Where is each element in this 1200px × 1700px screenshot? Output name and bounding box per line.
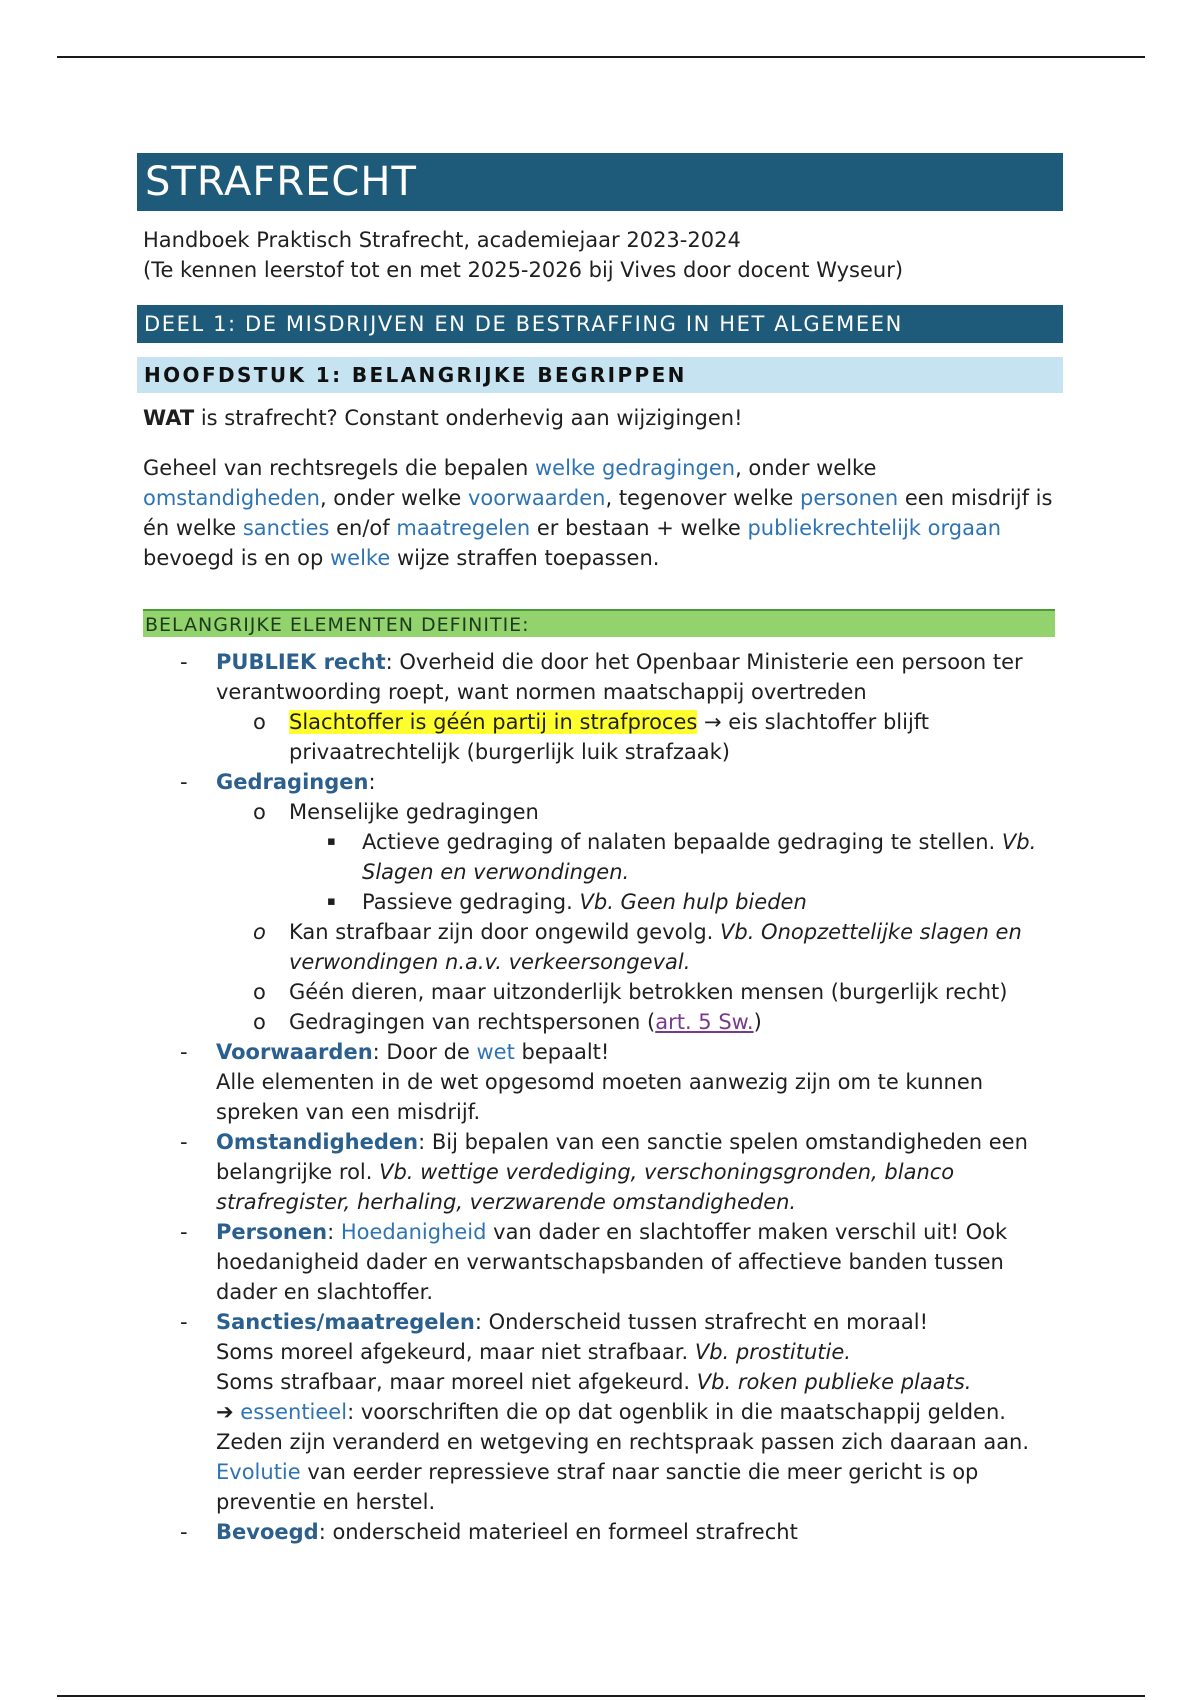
text: : Bij bepalen van een sanctie spelen omstandigheden een belangrijke rol. [216, 1130, 1028, 1184]
example-text: Vb. Onopzettelijke slagen en verwondingen n.a.v. verkeersongeval. [289, 920, 1022, 974]
document-page [137, 153, 1063, 1547]
definitie-heading: BELANGRIJKE ELEMENTEN DEFINITIE: [143, 609, 1055, 637]
wat-bold: WAT [143, 406, 195, 430]
text: Menselijke gedragingen [289, 800, 539, 824]
text: : onderscheid materieel en formeel strafrecht [318, 1520, 798, 1544]
top-rule [57, 56, 1145, 58]
sub-sub-item [137, 887, 1063, 917]
keyword: Omstandigheden [216, 1130, 419, 1154]
keyword: Voorwaarden [216, 1040, 373, 1064]
text: → eis slachtoffer blijft privaatrechtelijk (burgerlijk luik strafzaak) [289, 710, 930, 764]
subtitle-line-2: (Te kennen leerstof tot en met 2025-2026 bij Vives door docent Wyseur) [143, 258, 904, 282]
keyword: Gedragingen [216, 770, 369, 794]
list-item-gedragingen [137, 767, 1063, 797]
text: bevoegd is en op [143, 546, 330, 570]
dash-bullet: - [180, 650, 188, 674]
circle-bullet: o [253, 800, 266, 824]
list-item-bevoegd [137, 1517, 1063, 1547]
keyword: Personen [216, 1220, 328, 1244]
sub-item [137, 977, 1063, 1007]
text: van eerder repressieve straf naar sanctie die meer gericht is op preventie en herstel. [216, 1460, 979, 1514]
text: bepaalt! [514, 1040, 610, 1064]
square-bullet: ▪ [327, 834, 336, 849]
definition-list [137, 647, 1063, 1547]
example-text: Vb. Geen hulp bieden [579, 890, 807, 914]
keyword: Bevoegd [216, 1520, 319, 1544]
accent-term: welke gedragingen [535, 456, 736, 480]
text: : voorschriften die op dat ogenblik in die maatschappij gelden. Zeden zijn veranderd en wetgeving en rechtspraak passen zich daaraan aan. [216, 1400, 1030, 1454]
circle-bullet: o [253, 710, 266, 734]
dash-bullet: - [180, 1040, 188, 1064]
text: : Overheid die door het Openbaar Ministerie een persoon ter verantwoording roept, want normen maatschappij overtreden [216, 650, 1023, 704]
accent-term: sancties [242, 516, 330, 540]
text: Geheel van rechtsregels die bepalen [143, 456, 535, 480]
text: Passieve gedraging. [362, 890, 580, 914]
accent-term: publiekrechtelijk orgaan [747, 516, 1002, 540]
accent-term: voorwaarden [467, 486, 606, 510]
dash-bullet: - [180, 1220, 188, 1244]
text: Actieve gedraging of nalaten bepaalde gedraging te stellen. [362, 830, 1002, 854]
sub-item [137, 707, 1063, 767]
accent-term: omstandigheden [143, 486, 320, 510]
accent-term: Evolutie [216, 1460, 301, 1484]
accent-term: essentieel [240, 1400, 348, 1424]
bottom-rule [57, 1695, 1145, 1697]
text: Kan strafbaar zijn door ongewild gevolg. [289, 920, 721, 944]
text: : Door de [372, 1040, 477, 1064]
example-text: Vb. Slagen en verwondingen. [362, 830, 1037, 884]
text: : [368, 770, 376, 794]
geheel-paragraph [143, 453, 1063, 573]
hoofdstuk-heading: HOOFDSTUK 1: BELANGRIJKE BEGRIPPEN [137, 357, 1063, 393]
text: Soms moreel afgekeurd, maar niet strafbaar. [216, 1340, 695, 1364]
text: , onder welke [735, 456, 877, 480]
text: van dader en slachtoffer maken verschil uit! Ook hoedanigheid dader en verwantschapsbanden of affectieve banden tussen dader en slachtoffer. [216, 1220, 1008, 1304]
sub-item [137, 797, 1063, 827]
arrow-icon: ➔ [216, 1400, 241, 1424]
text: er bestaan + welke [530, 516, 748, 540]
list-item-personen [137, 1217, 1063, 1307]
dash-bullet: - [180, 1310, 188, 1334]
dash-bullet: - [180, 1520, 188, 1544]
text: : Onderscheid tussen strafrecht en moraal! [474, 1310, 928, 1334]
accent-term: maatregelen [396, 516, 531, 540]
circle-bullet-char: o [253, 920, 266, 944]
list-item-sancties [137, 1307, 1063, 1517]
sub-item [137, 1007, 1063, 1037]
circle-bullet: o [253, 1010, 266, 1034]
subtitle [143, 225, 1063, 285]
text: : [327, 1220, 341, 1244]
text: Soms strafbaar, maar moreel niet afgekeurd. [216, 1370, 697, 1394]
sub-sub-item [137, 827, 1063, 887]
accent-term: Hoedanigheid [340, 1220, 487, 1244]
square-bullet: ▪ [327, 894, 336, 909]
text: Géén dieren, maar uitzonderlijk betrokken mensen (burgerlijk recht) [289, 980, 1008, 1004]
list-item-voorwaarden [137, 1037, 1063, 1127]
highlighted-text: Slachtoffer is géén partij in strafproces [289, 710, 698, 734]
sub-item [137, 917, 1063, 977]
text: , onder welke [319, 486, 468, 510]
dash-bullet: - [180, 1130, 188, 1154]
text: , tegenover welke [605, 486, 800, 510]
wat-paragraph [143, 403, 1063, 433]
accent-term: wet [476, 1040, 515, 1064]
accent-term: welke [330, 546, 391, 570]
accent-term: personen [799, 486, 899, 510]
text: Gedragingen van rechtspersonen ( [289, 1010, 656, 1034]
deel-heading: DEEL 1: DE MISDRIJVEN EN DE BESTRAFFING IN HET ALGEMEEN [137, 305, 1063, 343]
wat-text: is strafrecht? Constant onderhevig aan wijzigingen! [194, 406, 743, 430]
text: wijze straffen toepassen. [390, 546, 660, 570]
list-item-omstandigheden [137, 1127, 1063, 1217]
document-title: STRAFRECHT [137, 153, 1063, 211]
list-item-publiek [137, 647, 1063, 707]
circle-bullet [253, 917, 266, 947]
article-link[interactable]: art. 5 Sw. [655, 1010, 754, 1034]
keyword: Sancties/maatregelen [216, 1310, 475, 1334]
text: Alle elementen in de wet opgesomd moeten aanwezig zijn om te kunnen spreken van een misdrijf. [216, 1070, 984, 1124]
text: een misdrijf is én welke [143, 486, 1053, 540]
circle-bullet: o [253, 980, 266, 1004]
example-text: Vb. wettige verdediging, verschoningsgronden, blanco strafregister, herhaling, verzwarende omstandigheden. [216, 1160, 955, 1214]
keyword: PUBLIEK recht [216, 650, 386, 674]
text: ) [753, 1010, 762, 1034]
subtitle-line-1: Handboek Praktisch Strafrecht, academiejaar 2023-2024 [143, 228, 741, 252]
example-text: Vb. roken publieke plaats. [696, 1370, 972, 1394]
dash-bullet: - [180, 770, 188, 794]
example-text: Vb. prostitutie. [694, 1340, 851, 1364]
text: en/of [329, 516, 397, 540]
